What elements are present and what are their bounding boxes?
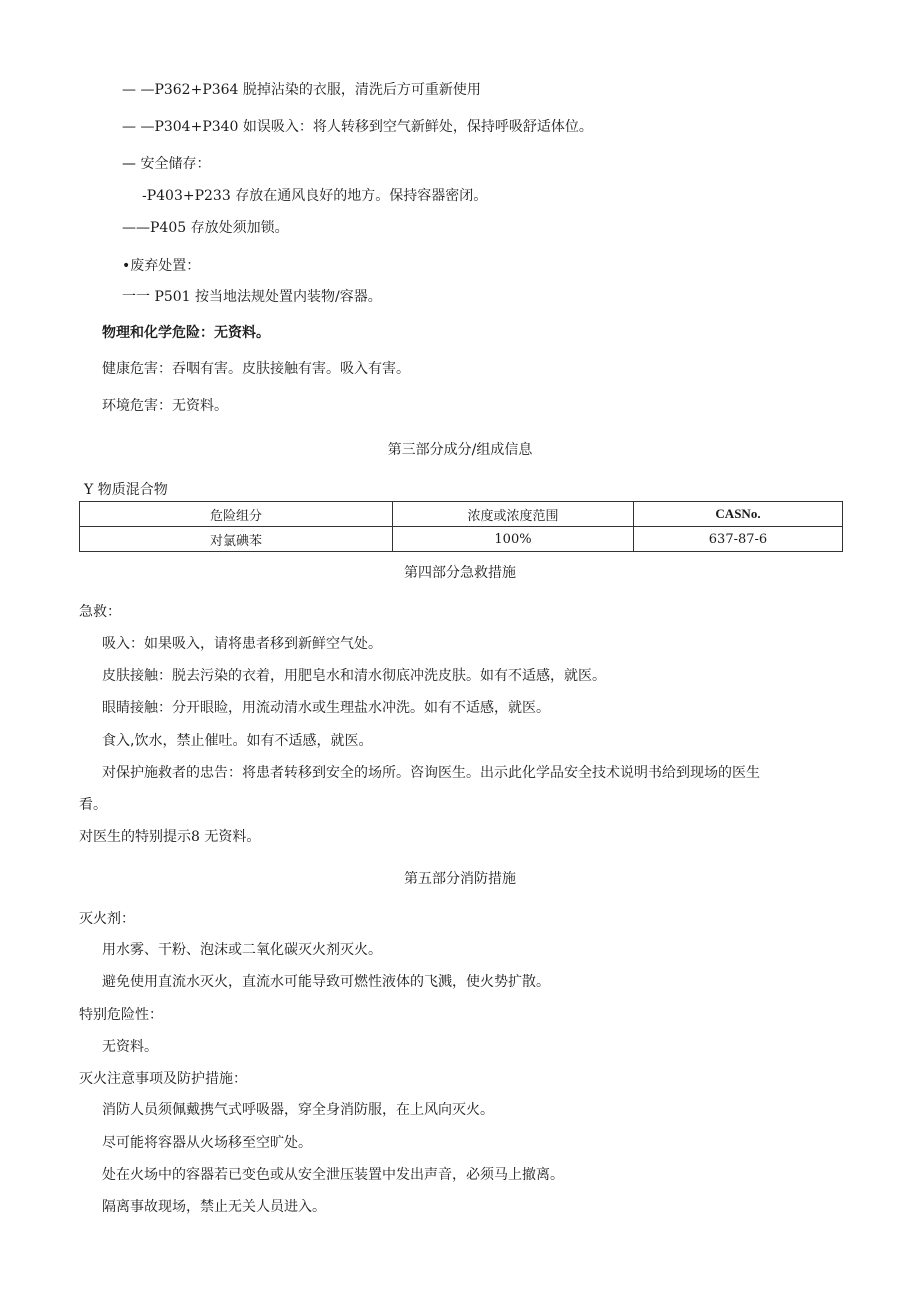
ingest-label: 食入, <box>102 733 135 749</box>
table-row <box>80 527 843 552</box>
table-header-row <box>80 502 843 527</box>
col-header-cas: CASNo. <box>634 502 843 527</box>
special-hazard-heading: 特别危险性： <box>79 1007 163 1023</box>
rescuer-text-cont: 看。 <box>79 797 107 813</box>
rescuer-text: 将患者转移到安全的场所。咨询医生。出示此化学品安全技术说明书给到现场的医生 <box>242 765 760 781</box>
cell-concentration: 100% <box>393 527 634 552</box>
p405-statement: ——P405 存放处须加锁。 <box>122 220 289 236</box>
health-hazard-text: 吞咽有害。皮肤接触有害。吸入有害。 <box>172 361 410 377</box>
section5-title: 第五部分消防措施 <box>404 871 516 887</box>
eye-text: 分开眼睑，用流动清水或生理盐水冲洗。如有不适感，就医。 <box>172 700 550 716</box>
inhale-text: 吸入：如果吸入，请将患者移到新鲜空气处。 <box>102 636 382 652</box>
extinguishing-line-1: 用水雾、干粉、泡沫或二氧化碳灭火剂灭火。 <box>102 942 382 958</box>
rescuer-advice <box>102 763 760 783</box>
skin-contact <box>102 666 606 686</box>
storage-heading: — 安全储存： <box>122 156 211 172</box>
col-header-concentration: 浓度或浓度范围 <box>393 502 634 527</box>
skin-label: 皮肤接触： <box>102 668 172 684</box>
p362-statement: — —P362+P364 脱掉沾染的衣服，清洗后方可重新使用 <box>122 82 481 98</box>
doctor-text: 8 无资料。 <box>191 829 261 845</box>
cell-cas: 637-87-6 <box>634 527 843 552</box>
precaution-line: 消防人员须佩戴携气式呼吸器，穿全身消防服，在上风向灭火。 <box>102 1102 494 1118</box>
cell-component: 对氯碘苯 <box>80 527 393 552</box>
env-hazard <box>102 396 228 416</box>
extinguishing-heading: 灭火剂： <box>79 911 135 927</box>
doctor-note <box>79 827 260 847</box>
precaution-line: 隔离事故现场，禁止无关人员进入。 <box>102 1199 326 1215</box>
p501-statement: 一一 P501 按当地法规处置内装物/容器。 <box>122 289 382 305</box>
section4-title: 第四部分急救措施 <box>404 565 516 581</box>
precaution-line: 尽可能将容器从火场移至空旷处。 <box>102 1135 312 1151</box>
disposal-heading: •废弃处置： <box>122 258 201 274</box>
rescuer-label: 对保护施救者的忠告： <box>102 765 242 781</box>
physical-hazard: 物理和化学危险：无资料。 <box>102 325 270 341</box>
env-hazard-label: 环境危害： <box>102 398 172 414</box>
first-aid-heading: 急救： <box>79 604 121 620</box>
health-hazard <box>102 359 410 379</box>
section3-title: 第三部分成分/组成信息 <box>387 442 533 458</box>
precaution-line: 处在火场中的容器若已变色或从安全泄压装置中发出声音，必须马上撤离。 <box>102 1167 564 1183</box>
skin-text: 脱去污染的衣着，用肥皂水和清水彻底冲洗皮肤。如有不适感，就医。 <box>172 668 606 684</box>
ingestion <box>102 731 372 751</box>
extinguishing-line-2: 避免使用直流水灭火，直流水可能导致可燃性液体的飞溅，使火势扩散。 <box>102 974 550 990</box>
ingest-text: 饮水，禁止催吐。如有不适感，就医。 <box>134 733 373 749</box>
p403-statement: -P403+P233 存放在通风良好的地方。保持容器密闭。 <box>142 188 488 204</box>
health-hazard-label: 健康危害： <box>102 361 172 377</box>
p304-statement: — —P304+P340 如误吸入：将人转移到空气新鲜处，保持呼吸舒适体位。 <box>122 119 593 135</box>
special-hazard-text: 无资料。 <box>102 1039 158 1055</box>
doctor-label: 对医生的特别提示 <box>79 829 191 845</box>
eye-label: 眼睛接触： <box>102 700 172 716</box>
col-header-component: 危险组分 <box>80 502 393 527</box>
firefighting-precaution-heading: 灭火注意事项及防护措施： <box>79 1071 247 1087</box>
substance-type: Y 物质混合物 <box>84 482 168 498</box>
eye-contact <box>102 698 550 718</box>
env-hazard-text: 无资料。 <box>172 398 228 414</box>
composition-table <box>79 501 843 552</box>
